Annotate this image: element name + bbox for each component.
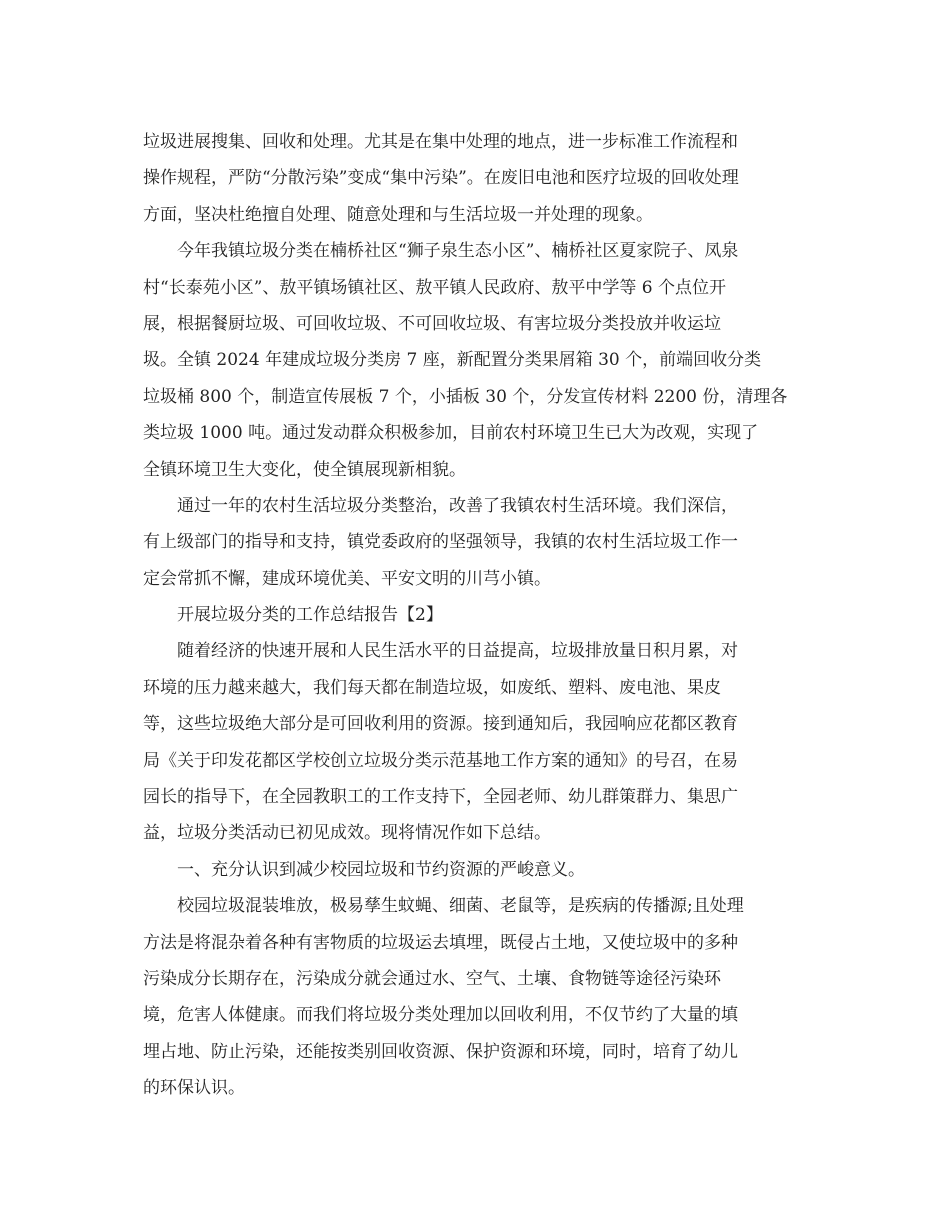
paragraph-first-line: 今年我镇垃圾分类在楠桥社区“狮子泉生态小区”、楠桥社区夏家院子、凤泉 bbox=[177, 241, 739, 262]
text-line: 圾。全镇 2024 年建成垃圾分类房 7 座，新配置分类果屑箱 30 个，前端回收分类 bbox=[143, 350, 762, 371]
text-line: 方法是将混杂着各种有害物质的垃圾运去填埋，既侵占土地，又使垃圾中的多种 bbox=[143, 932, 738, 953]
text-line: 的环保认识。 bbox=[143, 1078, 245, 1099]
text-line: 园长的指导下，在全园教职工的工作支持下，全园老师、幼儿群策群力、集思广 bbox=[143, 787, 738, 808]
document-page bbox=[143, 124, 808, 1107]
text-line: 展，根据餐厨垃圾、可回收垃圾、不可回收垃圾、有害垃圾分类投放并收运垃 bbox=[143, 313, 721, 334]
section-subheading: 一、充分认识到减少校园垃圾和节约资源的严峻意义。 bbox=[177, 859, 585, 880]
text-line: 垃圾进展搜集、回收和处理。尤其是在集中处理的地点，进一步标准工作流程和 bbox=[143, 132, 738, 152]
text-line: 有上级部门的指导和支持，镇党委政府的坚强领导，我镇的农村生活垃圾工作一 bbox=[143, 532, 738, 553]
text-line: 环境的压力越来越大，我们每天都在制造垃圾，如废纸、塑料、废电池、果皮 bbox=[143, 677, 721, 698]
text-line: 方面，坚决杜绝擅自处理、随意处理和与生活垃圾一并处理的现象。 bbox=[143, 204, 653, 225]
text-line: 垃圾桶 800 个，制造宣传展板 7 个，小插板 30 个，分发宣传材料 2200 份，清理各 bbox=[143, 386, 788, 407]
text-line: 定会常抓不懈，建成环境优美、平安文明的川芎小镇。 bbox=[143, 568, 551, 589]
text-line: 污染成分长期存在，污染成分就会通过水、空气、土壤、食物链等途径污染环 bbox=[143, 968, 721, 989]
text-line: 益，垃圾分类活动已初见成效。现将情况作如下总结。 bbox=[143, 823, 551, 844]
paragraph-first-line: 随着经济的快速开展和人民生活水平的日益提高，垃圾排放量日积月累，对 bbox=[177, 641, 738, 662]
text-line: 局《关于印发花都区学校创立垃圾分类示范基地工作方案的通知》的号召，在易 bbox=[143, 750, 738, 771]
paragraph-first-line: 校园垃圾混装堆放，极易孳生蚊蝇、细菌、老鼠等，是疾病的传播源;且处理 bbox=[177, 896, 744, 917]
text-line: 等，这些垃圾绝大部分是可回收利用的资源。接到通知后，我园响应花都区教育 bbox=[143, 714, 738, 735]
text-line: 类垃圾 1000 吨。通过发动群众积极参加，目前农村环境卫生已大为改观，实现了 bbox=[143, 423, 759, 444]
text-line: 埋占地、防止污染，还能按类别回收资源、保护资源和环境，同时，培育了幼儿 bbox=[143, 1041, 738, 1062]
text-line: 全镇环境卫生大变化，使全镇展现新相貌。 bbox=[143, 459, 466, 480]
section-heading: 开展垃圾分类的工作总结报告【2】 bbox=[177, 605, 443, 626]
text-line: 村“长泰苑小区”、敖平镇场镇社区、敖平镇人民政府、敖平中学等 6 个点位开 bbox=[143, 277, 727, 298]
text-line: 操作规程，严防“分散污染”变成“集中污染”。在废旧电池和医疗垃圾的回收处理 bbox=[143, 168, 739, 189]
paragraph-first-line: 通过一年的农村生活垃圾分类整治，改善了我镇农村生活环境。我们深信， bbox=[177, 495, 738, 516]
text-line: 境，危害人体健康。而我们将垃圾分类处理加以回收利用，不仅节约了大量的填 bbox=[143, 1005, 738, 1026]
